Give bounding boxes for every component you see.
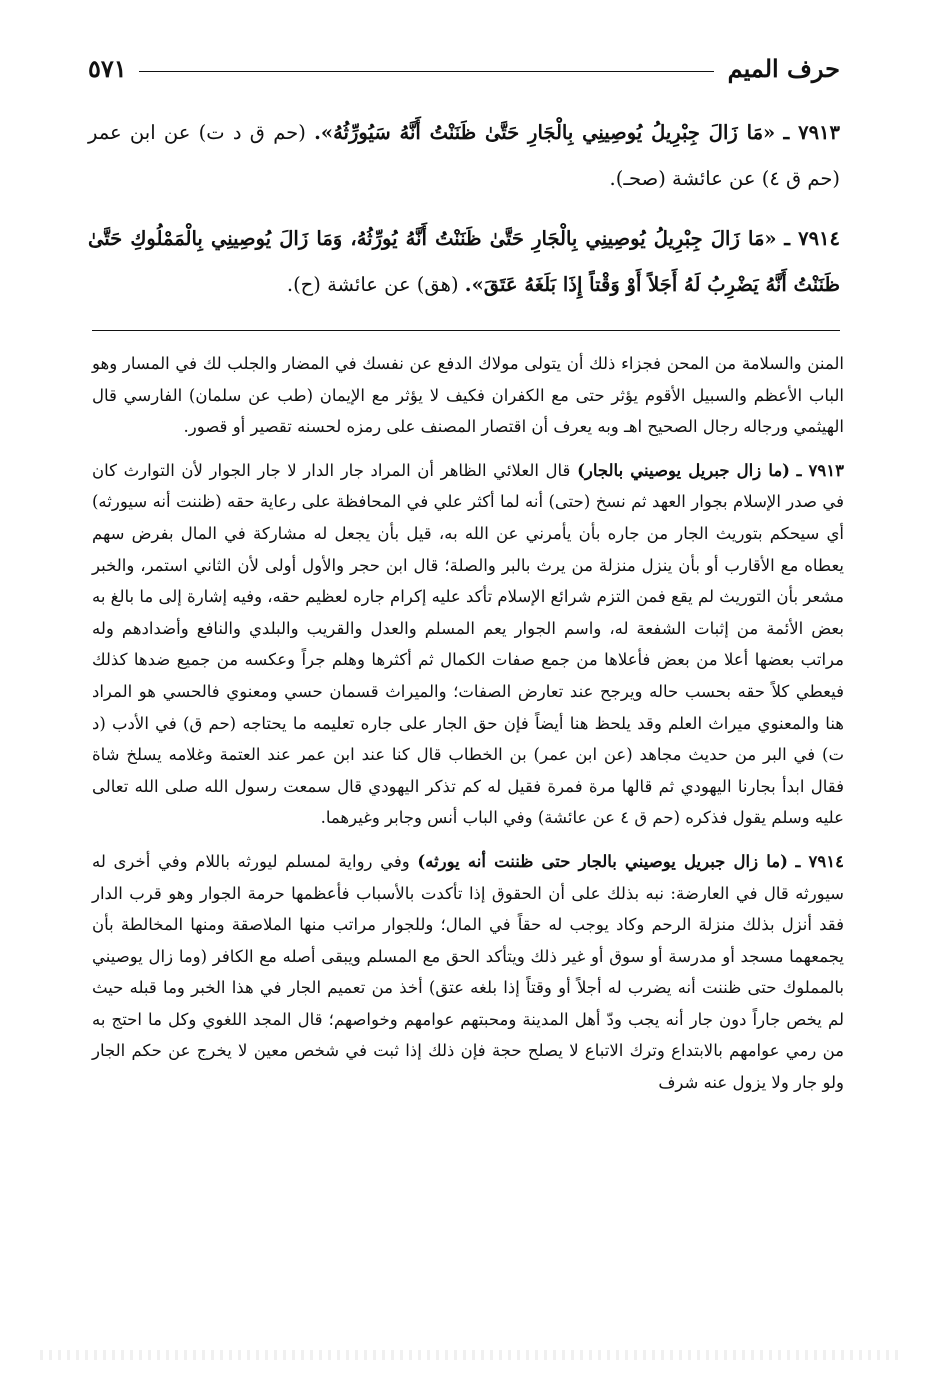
- hadith-source: (هق) عن عائشة (ح).: [286, 273, 459, 296]
- hadith-matn: «مَا زَالَ جِبْرِيلُ يُوصِينِي بِالْجَارِ حَتَّىٰ ظَنَنْتُ أَنَّهُ يُورِّثُهُ، وَمَا زَالَ يُوصِينِي بِالْمَمْلُوكِ حَتَّىٰ ظَنَنْتُ أَنَّهُ يَضْرِبُ لَهُ أَجَلاً أَوْ وَقْتاً إِذَا بَلَغَهُ عَتَقَ».: [88, 227, 840, 296]
- commentary-number: ٧٩١٣ ـ: [796, 460, 844, 480]
- commentary-entry: [92, 846, 844, 1099]
- page-header: [88, 46, 840, 90]
- commentary-entry: [92, 455, 844, 834]
- commentary-number: ٧٩١٤ ـ: [795, 851, 844, 871]
- hadith-text-section: [88, 110, 840, 322]
- commentary-lemma: (ما زال جبريل يوصيني بالجار حتى ظننت أنه يورثه): [417, 851, 788, 871]
- header-rule: [139, 71, 714, 72]
- hadith-entry: [88, 110, 840, 202]
- hadith-entry: [88, 216, 840, 308]
- hadith-number: ٧٩١٤ ـ: [784, 227, 840, 250]
- section-divider: [92, 330, 840, 331]
- commentary-text: قال العلائي الظاهر أن المراد جار الدار لا جار الجوار لأن التوارث كان في صدر الإسلام بجوار العهد ثم نسخ (حتى) أنه لما أكثر علي في المحافظة على رعاية حقه (ظننت أنه سيورثه) أي سيحكم بتوريث الجار من جاره بأن يأمرني عن الله به، قيل بأن يجعل له مشاركة في المال بفرض سهم يعطاه مع الأقارب أو بأن ينزل منزلة من يرث بالبر والصلة؛ قال ابن حجر والأول أولى لأن الثاني استمر، والخبر مشعر بأن التوريث لم يقع فمن التزم شرائع الإسلام تأكد عليه إكرام جاره لعظيم حقه، وفيه إشارة إلى ما بالغ به بعض الأئمة من إثبات الشفعة له، واسم الجوار يعم المسلم والعدل والقريب والبلدي والنافع وأضدادهم وله مراتب بعضها أعلا من بعض فأعلاها من جمع صفات الكمال ثم أكثرها وهلم جراً وعكسه من جميع ضدها كذلك فيعطي كلاً حقه بحسب حاله ويرجح عند تعارض الصفات؛ والميراث قسمان حسي ومعنوي فالحسي هو المراد هنا والمعنوي ميراث العلم وقد يلحظ هنا أيضاً فإن حق الجار على جاره تعليمه ما يحتاجه (حم ق) في الأدب (د ت) في البر من حديث مجاهد (عن ابن عمر) بن الخطاب قال كنا عند ابن عمر عند العتمة وغلامه يسلخ شاة فقال ابدأ بجارنا اليهودي ثم قالها مرة فمرة فقيل له كم تذكر اليهودي قال سمعت رسول الله صلى الله تعالى عليه وسلم يقول فذكره (حم ق ٤ عن عائشة) وفي الباب أنس وجابر وغيرهما.: [91, 460, 844, 828]
- hadith-source: (حم ق د ت) عن ابن عمر (حم ق ٤) عن عائشة (صحـ).: [88, 121, 840, 190]
- chapter-title: حرف الميم: [727, 53, 840, 83]
- scan-noise: [40, 1350, 900, 1360]
- commentary-text: وفي رواية لمسلم ليورثه باللام وفي أخرى له سيورثه قال في العارضة: نبه بذلك على أن الحقوق إذا تأكدت بالأسباب فأعظمها حرمة الجوار وهو قرب الدار فقد أنزل بذلك منزلة الرحم وكاد يوجب له حقاً في المال؛ وللجوار مراتب منها الملاصقة ومنها المخالطة بأن يجمعهما مسجد أو مدرسة أو سوق أو غير ذلك ويتأكد الحق مع المسلم ويبقى أصله مع الكافر (وما زال يوصيني بالمملوك حتى ظننت أنه يضرب له أجلاً أو وقتاً إذا بلغه عتق) أخذ من تعميم الجار في هذا الخبر وما قبله حيث لم يخص جاراً دون جار أنه يجب ودّ أهل المدينة ومحبتهم عوامهم وخواصهم؛ قال المجد اللغوي وكل ما احتج به من رمي عوامهم بالابتداع وترك الاتباع لا يصلح حجة فإن ذلك إذا ثبت في شخص معين لا يخرج عن حكم الجار ولو جار ولا يزول عنه شرف: [92, 851, 844, 1093]
- commentary-intro: المنن والسلامة من المحن فجزاء ذلك أن يتولى مولاك الدفع عن نفسك في المضار والجلب لك في المسار وهو الباب الأعظم والسبيل الأقوم يؤثر حتى مع الكفران فكيف لا يؤثر مع الإيمان (طب عن سلمان) الفارسي قال الهيثمي ورجاله رجال الصحيح اهـ وبه يعرف أن اقتصار المصنف على رمزه لحسنه تقصير أو قصور.: [92, 354, 844, 437]
- page-number: ٥٧١: [88, 53, 127, 83]
- hadith-number: ٧٩١٣ ـ: [783, 121, 840, 144]
- commentary-lemma: (ما زال جبريل يوصيني بالجار): [577, 460, 790, 480]
- hadith-matn: «مَا زَالَ جِبْرِيلُ يُوصِينِي بِالْجَارِ حَتَّىٰ ظَنَنْتُ أَنَّهُ سَيُورِّثُهُ».: [314, 121, 776, 144]
- commentary-section: [92, 348, 844, 1111]
